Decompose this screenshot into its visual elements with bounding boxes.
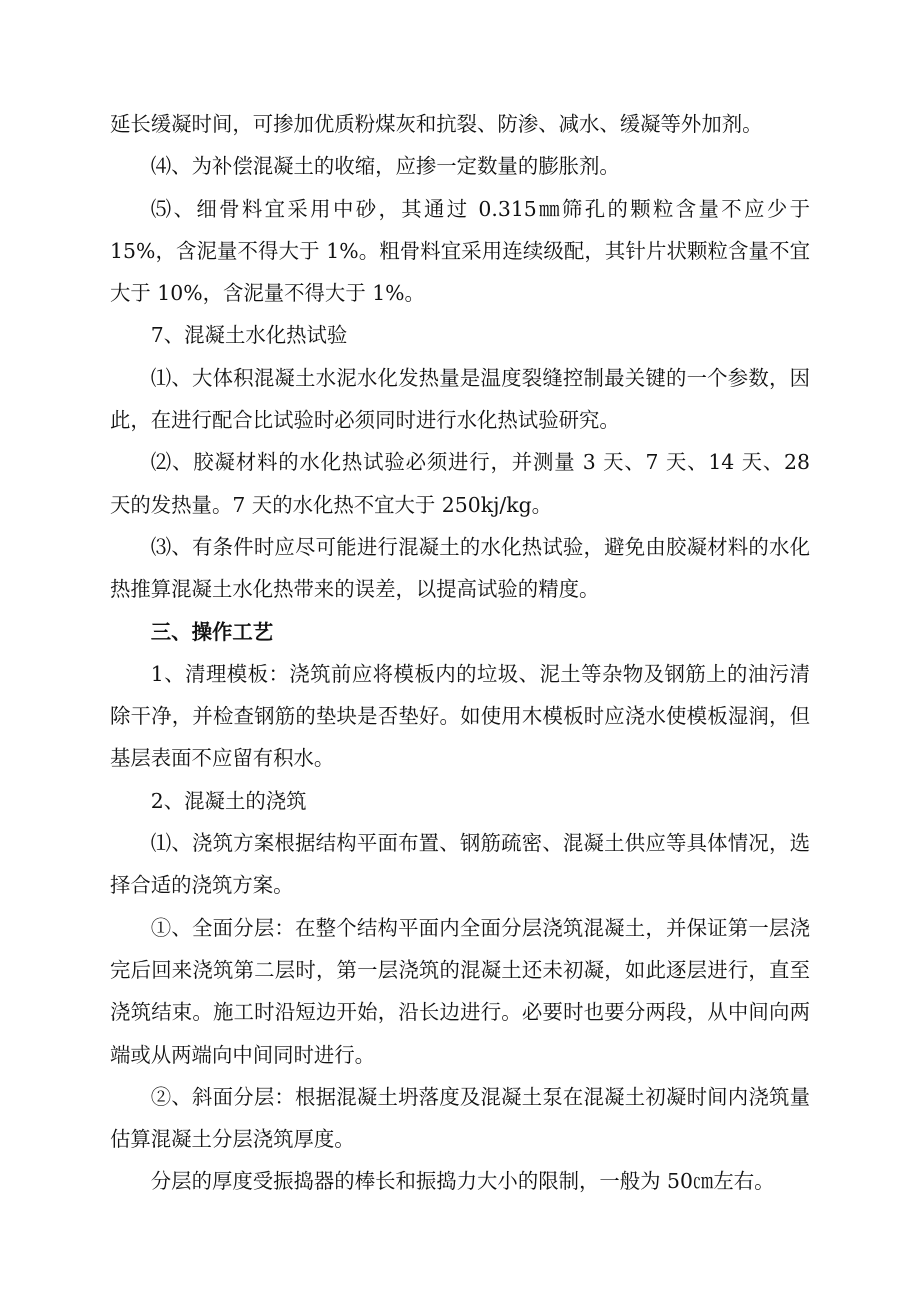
paragraph-item-4: ⑷、为补偿混凝土的收缩，应掺一定数量的膨胀剂。 xyxy=(150,154,620,179)
section-heading-7: 7、混凝土水化热试验 xyxy=(150,323,348,348)
paragraph-item-3: ⑶、有条件时应尽可能进行混凝土的水化热试验，避免由胶凝材料的水化热推算混凝土水化热带来的误差，以提高试验的精度。 xyxy=(110,534,810,602)
document-body xyxy=(110,103,810,1203)
paragraph-full-layering: ①、全面分层：在整个结构平面内全面分层浇筑混凝土，并保证第一层浇完后回来浇筑第二层时，第一层浇筑的混凝土还未初凝，如此逐层进行，直至浇筑结束。施工时沿短边开始，沿长边进行。必要时也要分两段，从中间向两端或从两端向中间同时进行。 xyxy=(110,915,810,1067)
paragraph-slope-layering: ②、斜面分层：根据混凝土坍落度及混凝土泵在混凝土初凝时间内浇筑量估算混凝土分层浇筑厚度。 xyxy=(110,1084,810,1152)
paragraph-continuation: 延长缓凝时间，可掺加优质粉煤灰和抗裂、防渗、减水、缓凝等外加剂。 xyxy=(110,112,763,136)
paragraph-item-5: ⑸、细骨料宜采用中砂，其通过 0.315㎜筛孔的颗粒含量不应少于15%，含泥量不得大于 1%。粗骨料宜采用连续级配，其针片状颗粒含量不宜大于 10%，含泥量不得大于 1%。 xyxy=(110,196,810,306)
paragraph-item-1: ⑴、大体积混凝土水泥水化发热量是温度裂缝控制最关键的一个参数，因此，在进行配合比试验时必须同时进行水化热试验研究。 xyxy=(110,365,810,433)
section-heading-pouring: 2、混凝土的浇筑 xyxy=(150,788,307,813)
paragraph-item-2: ⑵、胶凝材料的水化热试验必须进行，并测量 3 天、7 天、14 天、28 天的发热量。7 天的水化热不宜大于 250kj/kg。 xyxy=(110,450,810,517)
paragraph-clean-formwork: 1、清理模板：浇筑前应将模板内的垃圾、泥土等杂物及钢筋上的油污清除干净，并检查钢筋的垫块是否垫好。如使用木模板时应浇水使模板湿润，但基层表面不应留有积水。 xyxy=(110,661,810,771)
chapter-heading: 三、操作工艺 xyxy=(150,619,274,644)
paragraph-layer-thickness: 分层的厚度受振捣器的棒长和振捣力大小的限制，一般为 50㎝左右。 xyxy=(150,1169,775,1194)
paragraph-pouring-plan: ⑴、浇筑方案根据结构平面布置、钢筋疏密、混凝土供应等具体情况，选择合适的浇筑方案。 xyxy=(110,831,810,898)
